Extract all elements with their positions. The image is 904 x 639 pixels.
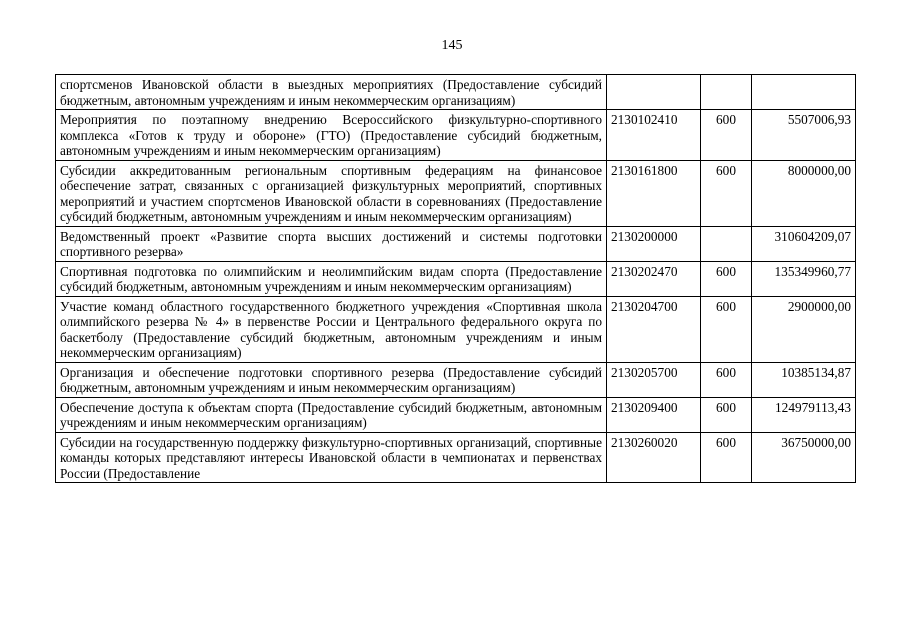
table-row [56,110,856,161]
table-row [56,397,856,432]
table-row [56,296,856,362]
row-amount: 310604209,07 [752,226,856,261]
row-expense-type: 600 [701,160,752,226]
row-expense-type [701,75,752,110]
row-name: Ведомственный проект «Развитие спорта высших достижений и системы подготовки спортивного резерва» [56,226,607,261]
row-amount: 8000000,00 [752,160,856,226]
row-amount: 36750000,00 [752,432,856,483]
row-expense-type: 600 [701,432,752,483]
table-row [56,75,856,110]
row-name: спортсменов Ивановской области в выездных мероприятиях (Предоставление субсидий бюджетным, автономным учреждениям и иным некоммерческим организациям) [56,75,607,110]
row-amount: 5507006,93 [752,110,856,161]
row-code: 2130260020 [607,432,701,483]
row-code: 2130209400 [607,397,701,432]
row-code: 2130161800 [607,160,701,226]
row-amount: 10385134,87 [752,362,856,397]
row-name: Участие команд областного государственного бюджетного учреждения «Спортивная школа олимпийского резерва № 4» в первенстве России и Центрального федерального округа по баскетболу (Предоставление субсидий бюджетным, автономным учреждениям и иным некоммерческим организациям) [56,296,607,362]
row-expense-type: 600 [701,261,752,296]
table-row [56,432,856,483]
row-amount [752,75,856,110]
row-code [607,75,701,110]
row-expense-type: 600 [701,397,752,432]
row-amount: 124979113,43 [752,397,856,432]
table-row [56,362,856,397]
row-name: Обеспечение доступа к объектам спорта (Предоставление субсидий бюджетным, автономным учреждениям и иным некоммерческим организациям) [56,397,607,432]
row-code: 2130200000 [607,226,701,261]
row-amount: 135349960,77 [752,261,856,296]
row-name: Спортивная подготовка по олимпийским и неолимпийским видам спорта (Предоставление субсидий бюджетным, автономным учреждениям и иным некоммерческим организациям) [56,261,607,296]
page-number: 145 [441,38,463,53]
table-row [56,226,856,261]
row-expense-type: 600 [701,362,752,397]
row-name: Субсидии на государственную поддержку физкультурно-спортивных организаций, спортивные команды которых представляют интересы Ивановской области в чемпионатах и первенствах России (Предоставление [56,432,607,483]
budget-table-body [56,75,856,483]
row-name: Организация и обеспечение подготовки спортивного резерва (Предоставление субсидий бюджетным, автономным учреждениям и иным некоммерческим организациям) [56,362,607,397]
budget-table [55,74,856,483]
table-row [56,261,856,296]
row-expense-type: 600 [701,296,752,362]
table-row [56,160,856,226]
row-code: 2130202470 [607,261,701,296]
row-code: 2130205700 [607,362,701,397]
row-code: 2130204700 [607,296,701,362]
row-expense-type: 600 [701,110,752,161]
row-code: 2130102410 [607,110,701,161]
row-amount: 2900000,00 [752,296,856,362]
row-expense-type [701,226,752,261]
row-name: Мероприятия по поэтапному внедрению Всероссийского физкультурно-спортивного комплекса «Готов к труду и обороне» (ГТО) (Предоставление субсидий бюджетным, автономным учреждениям и иным некоммерческим организациям) [56,110,607,161]
row-name: Субсидии аккредитованным региональным спортивным федерациям на финансовое обеспечение затрат, связанных с организацией физкультурных мероприятий, спортивных мероприятий и участием спортсменов Ивановской области в соревнованиях (Предоставление субсидий бюджетным, автономным учреждениям и иным некоммерческим организациям) [56,160,607,226]
